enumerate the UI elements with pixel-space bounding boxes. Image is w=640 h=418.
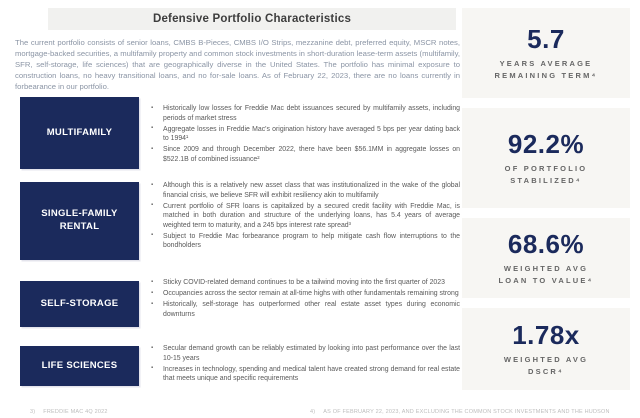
footnote-marker: 4)	[310, 409, 316, 415]
bullet-item: ▪ Secular demand growth can be reliably estimated by looking into past performance over the last 10-15 years	[150, 344, 460, 363]
stat-label: YEARS AVERAGE REMAINING TERM⁴	[494, 59, 598, 80]
footnote-text: AS OF FEBRUARY 22, 2023, AND EXCLUDING THE COMMON STOCK INVESTMENTS AND THE HUDSON	[323, 409, 610, 415]
category-box-self-storage	[20, 281, 139, 327]
footnote-text: FREDDIE MAC 4Q 2022	[43, 409, 108, 415]
bullet-item: ▪ Historically low losses for Freddie Mac debt issuances secured by multifamily assets, including periods of market stress	[150, 104, 460, 123]
category-label: LIFE SCIENCES	[41, 359, 118, 371]
bullet-item: ▪ Sticky COVID-related demand continues to be a tailwind moving into the first quarter of 2023	[150, 278, 460, 288]
intro-paragraph: The current portfolio consists of senior loans, CMBS B-Pieces, CMBS I/O Strips, mezzanine debt, preferred equity, MSCR notes, mortgage-backed securities, a multifamily property and common stock investments in short-duration lease-term assets (multifamily, SFR, self-storage, life sciences) that are geographically diverse in the United States. The portfolio has minimal exposure to construction loans, no heavy transitional loans, and no for-sale loans. As of February 22, 2023, there are no loans currently in forbearance in our portfolio.	[15, 38, 460, 91]
category-box-single-family-rental	[20, 182, 139, 260]
stat-value: 92.2%	[507, 129, 585, 160]
bullet-item: ▪ Current portfolio of SFR loans is capitalized by a secured credit facility with Freddie Mac, is matched in both duration and structure of the underlying loans, has 5.4 years of average weighted term to maturity, and a 245 bps interest rate spread³	[150, 202, 460, 231]
stat-value: 68.6%	[507, 229, 585, 260]
category-box-multifamily	[20, 97, 139, 169]
stat-box-portfolio-stabilized	[462, 108, 630, 208]
footnote-right	[310, 409, 610, 415]
stat-label: WEIGHTED AVG DSCR⁴	[503, 355, 589, 376]
category-box-life-sciences	[20, 346, 139, 386]
bullet-list-multifamily	[150, 104, 460, 166]
stat-box-loan-to-value	[462, 218, 630, 298]
bullet-item: ▪ Since 2009 and through December 2022, there have been $56.1MM in aggregate losses on $522.1B of combined issuance²	[150, 145, 460, 164]
bullet-item: ▪ Historically, self-storage has outperformed other real estate asset types during economic downturns	[150, 300, 460, 319]
page-title: Defensive Portfolio Characteristics	[152, 13, 352, 25]
footnote-marker: 3)	[30, 409, 36, 415]
category-label: SELF-STORAGE	[40, 297, 119, 309]
bullet-item: ▪ Aggregate losses in Freddie Mac's origination history have averaged 5 bps per year dating back to 1994¹	[150, 125, 460, 144]
category-label: SINGLE-FAMILY RENTAL	[41, 208, 118, 232]
bullet-item: ▪ Although this is a relatively new asset class that was institutionalized in the wake of the global financial crisis, we believe SFR will exhibit resiliency akin to multifamily	[150, 181, 460, 200]
stat-label: OF PORTFOLIO STABILIZED⁴	[504, 164, 588, 185]
category-label: MULTIFAMILY	[46, 126, 113, 138]
stat-label: WEIGHTED AVG LOAN TO VALUE⁴	[498, 264, 594, 285]
bullet-list-life-sciences	[150, 344, 460, 385]
footnote-left	[30, 409, 108, 415]
stat-box-remaining-term	[462, 8, 630, 98]
bullet-item: ▪ Increases in technology, spending and medical talent have created strong demand for real estate that meets unique and specific requirements	[150, 365, 460, 384]
bullet-list-single-family-rental	[150, 181, 460, 252]
bullet-list-self-storage	[150, 278, 460, 321]
stat-value: 1.78x	[512, 320, 580, 351]
stat-value: 5.7	[527, 24, 565, 55]
title-bar	[48, 8, 456, 30]
stat-box-dscr	[462, 308, 630, 390]
bullet-item: ▪ Occupancies across the sector remain at all-time highs with other fundamentals remaining strong	[150, 289, 460, 299]
bullet-item: ▪ Subject to Freddie Mac forbearance program to help mitigate cash flow interruptions to the bondholders	[150, 232, 460, 251]
